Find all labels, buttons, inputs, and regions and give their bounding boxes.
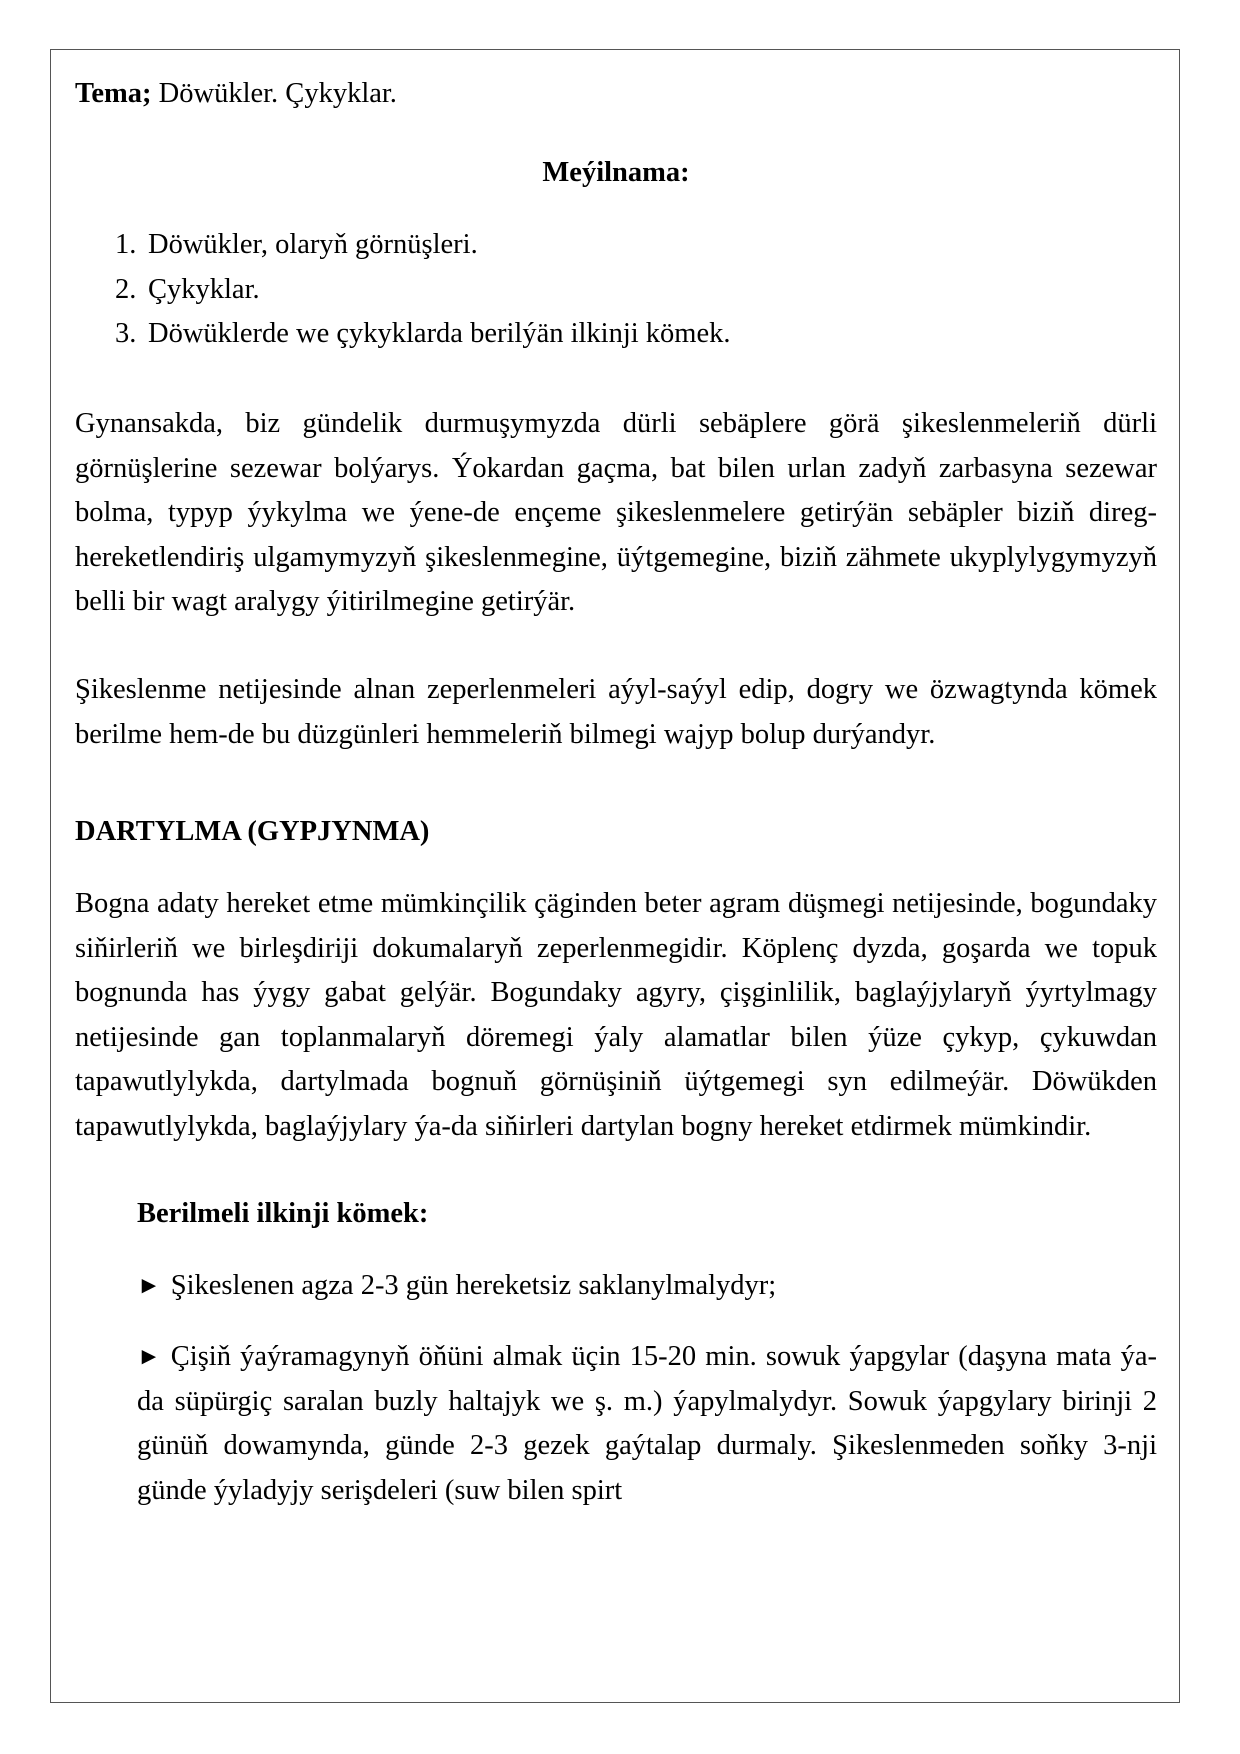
first-aid-item-text: Şikeslenen agza 2-3 gün hereketsiz saklanylmalydyr; (170, 1270, 777, 1301)
intro-paragraph: Gynansakda, biz gündelik durmuşymyzda dürli sebäplere görä şikeslenmeleriň dürli görnüşlerine sezewar bolýarys. Ýokardan gaçma, bat bilen urlan zadyň zarbasyna sezewar bolma, typyp ýykylma we ýene-de ençeme şikeslenmelere getirýän sebäpler biziň direg-hereketlendiriş ulgamymyzyň şikeslenmegine, üýtgemegine, biziň zähmete ukyplylygymyzyň belli bir wagt aralygy ýitirilmegine getirýär. (75, 408, 1157, 617)
plan-heading: Meýilnama: (542, 157, 690, 188)
first-aid-item-text: Çişiň ýaýramagynyň öňüni almak üçin 15-20 min. sowuk ýapgylar (daşyna mata ýa-da süpürgiç saralan buzly haltajyk we ş. m.) ýapylmalydyr. Sowuk ýapgylary birinji 2 günüň dowamynda, günde 2-3 gezek gaýtalap durmaly. Şikeslenmeden soňky 3-nji günde ýyladyjy serişdeleri (suw bilen spirt (137, 1341, 1157, 1506)
first-aid-item (137, 1335, 1157, 1513)
plan-list (115, 223, 731, 357)
document-body (75, 72, 1157, 1506)
section-body: Bogna adaty hereket etme mümkinçilik çäginden beter agram düşmegi netijesinde, bogundaky siňirleriň we birleşdiriji dokumalaryň zeperlenmegidir. Köplenç dyzda, goşarda we topuk bognunda has ýygy gabat gelýär. Bogundaky agyry, çişginlilik, baglaýjylaryň ýyrtylmagy netijesinde gan toplanmalaryň döremegi ýaly alamatlar bilen ýüze çykyp, çykuwdan tapawutlylykda, dartylmada bognuň görnüşiniň üýtgemegi syn edilmeýär. Döwükden tapawutlylykda, baglaýjylary ýa-da siňirleri dartylan bogny hereket etdirmek mümkindir. (75, 888, 1157, 1142)
plan-item-text: Döwüklerde we çykyklarda berilýän ilkinji kömek. (148, 318, 731, 349)
topic-label: Tema; (75, 78, 152, 109)
plan-item-text: Çykyklar. (148, 273, 260, 305)
plan-item-text: Döwükler, olaryň görnüşleri. (148, 229, 478, 260)
first-aid-heading: Berilmeli ilkinji kömek: (137, 1198, 429, 1229)
arrow-bullet-icon: ► (137, 1344, 161, 1370)
plan-item (115, 223, 731, 268)
plan-item-number: 3. (115, 318, 137, 349)
plan-item-number: 2. (115, 273, 137, 305)
topic-text: Döwükler. Çykyklar. (151, 78, 397, 109)
plan-item (115, 312, 731, 357)
first-aid-item (137, 1264, 1157, 1309)
section-heading: DARTYLMA (GYPJYNMA) (75, 816, 430, 847)
topic-line (75, 72, 1157, 116)
importance-paragraph: Şikeslenme netijesinde alnan zeperlenmeleri aýyl-saýyl edip, dogry we özwagtynda kömek berilme hem-de bu düzgünleri hemmeleriň bilmegi wajyp bolup durýandyr. (75, 674, 1157, 750)
arrow-bullet-icon: ► (137, 1273, 161, 1299)
plan-item-number: 1. (115, 229, 137, 260)
plan-item (115, 268, 731, 313)
